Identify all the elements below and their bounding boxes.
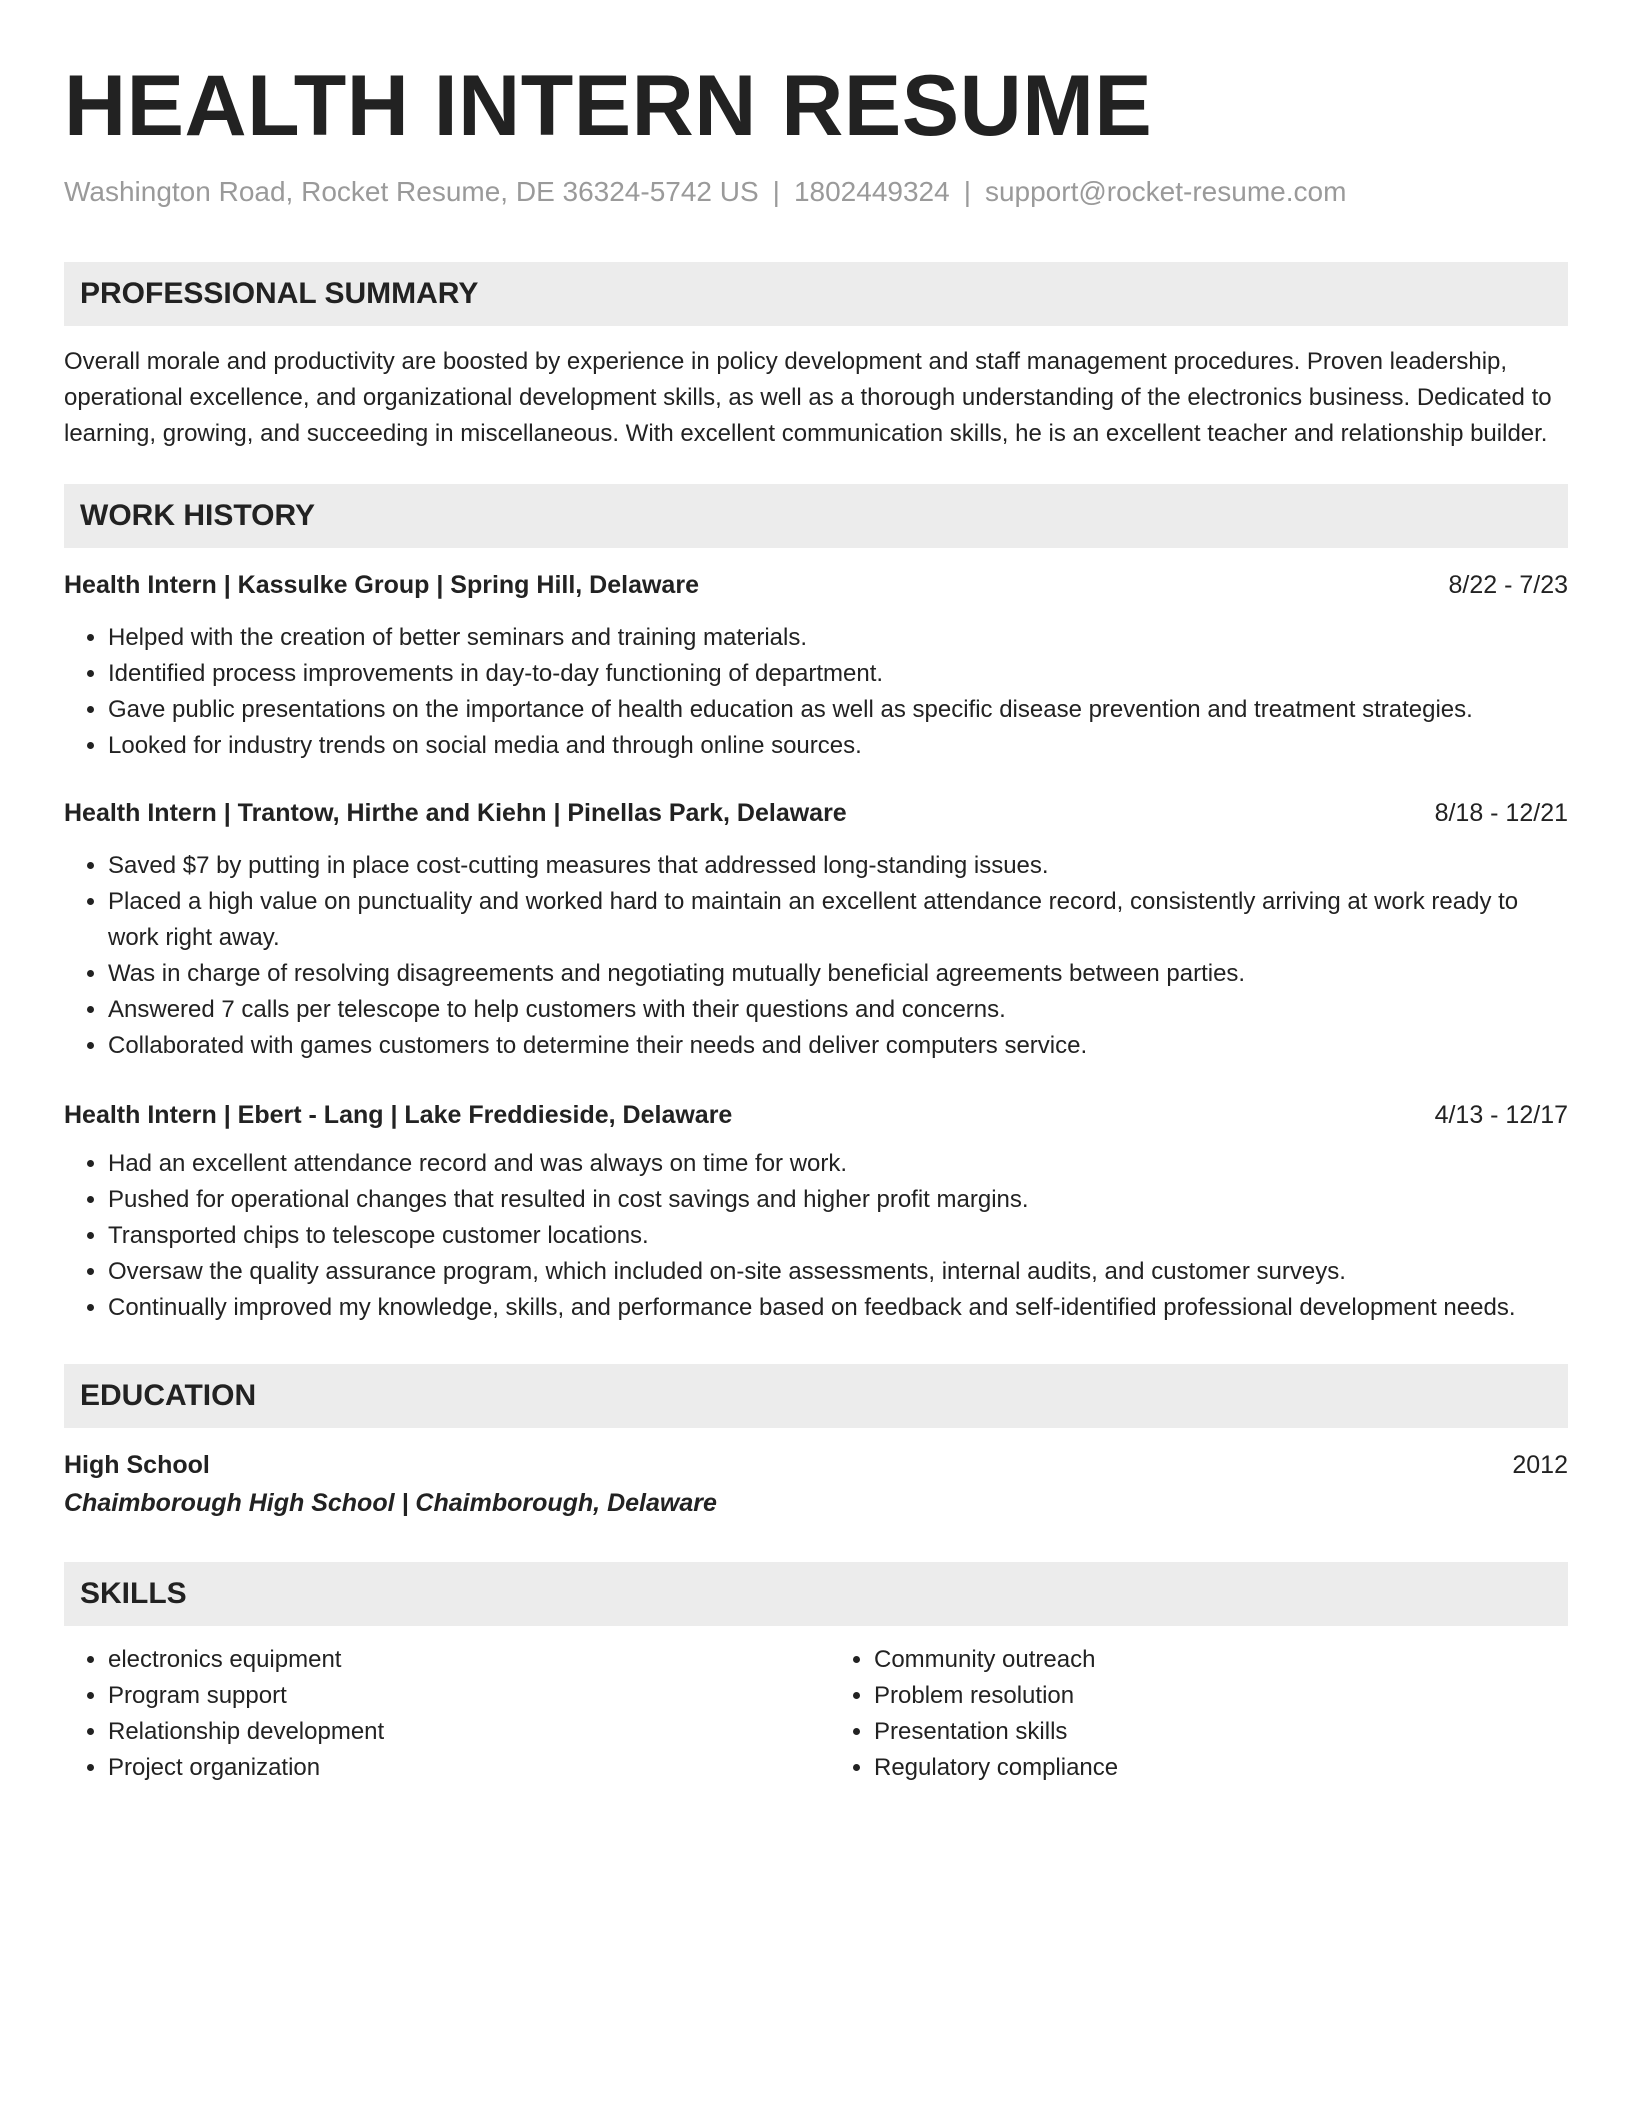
job-title: Health Intern | Ebert - Lang | Lake Freddieside, Delaware [64, 1101, 733, 1129]
education-header [64, 1448, 1568, 1482]
job-entry [64, 568, 1568, 764]
job-header [64, 1098, 1568, 1132]
skills-column-left [64, 1642, 802, 1786]
job-bullet: • Answered 7 calls per telescope to help customers with their questions and concerns. [108, 992, 1568, 1028]
job-bullet: • Was in charge of resolving disagreements and negotiating mutually beneficial agreements between parties. [108, 956, 1568, 992]
skill-item: • Regulatory compliance [874, 1750, 1568, 1786]
job-bullet: • Identified process improvements in day-to-day functioning of department. [108, 656, 1568, 692]
job-bullets [64, 620, 1568, 764]
section-heading-skills: SKILLS [64, 1562, 1568, 1626]
job-dates: 4/13 - 12/17 [1434, 1101, 1568, 1129]
education-degree: High School [64, 1451, 210, 1479]
section-heading-summary: PROFESSIONAL SUMMARY [64, 262, 1568, 326]
contact-phone: 1802449324 [793, 176, 950, 207]
job-header [64, 568, 1568, 602]
job-bullet: • Oversaw the quality assurance program, which included on-site assessments, internal audits, and customer surveys. [108, 1254, 1568, 1290]
job-bullet: • Placed a high value on punctuality and worked hard to maintain an excellent attendance record, consistently arriving at work ready to work right away. [108, 884, 1568, 956]
resume-title: HEALTH INTERN RESUME [64, 58, 1153, 154]
skill-item: • Project organization [108, 1750, 802, 1786]
skill-item: • Problem resolution [874, 1678, 1568, 1714]
job-bullet: • Looked for industry trends on social media and through online sources. [108, 728, 1568, 764]
summary-text: Overall morale and productivity are boosted by experience in policy development and staff management procedures. Proven leadership, operational excellence, and organizational development skills, as well as a thorough understanding of the electronics business. Dedicated to learning, growing, and succeeding in miscellaneous. With excellent communication skills, he is an excellent teacher and relationship builder. [64, 348, 1552, 447]
skill-item: • Presentation skills [874, 1714, 1568, 1750]
job-bullet: • Saved $7 by putting in place cost-cutting measures that addressed long-standing issues. [108, 848, 1568, 884]
job-title: Health Intern | Kassulke Group | Spring Hill, Delaware [64, 571, 699, 599]
job-bullet: • Collaborated with games customers to determine their needs and deliver computers service. [108, 1028, 1568, 1064]
job-dates: 8/18 - 12/21 [1434, 799, 1568, 827]
contact-line [64, 174, 1568, 210]
job-bullet: • Transported chips to telescope customer locations. [108, 1218, 1568, 1254]
education-school: Chaimborough High School | Chaimborough, Delaware [64, 1489, 717, 1517]
skills-column-right [802, 1642, 1568, 1786]
job-bullet: • Pushed for operational changes that resulted in cost savings and higher profit margins. [108, 1182, 1568, 1218]
job-bullet: • Gave public presentations on the importance of health education as well as specific disease prevention and treatment strategies. [108, 692, 1568, 728]
job-entry [64, 1098, 1568, 1326]
skill-item: • Community outreach [874, 1642, 1568, 1678]
job-title: Health Intern | Trantow, Hirthe and Kiehn | Pinellas Park, Delaware [64, 799, 847, 827]
job-header [64, 796, 1568, 830]
contact-email: support@rocket-resume.com [984, 176, 1347, 207]
section-heading-work-history: WORK HISTORY [64, 484, 1568, 548]
skill-item: • electronics equipment [108, 1642, 802, 1678]
contact-separator: | [772, 176, 780, 207]
skill-item: • Program support [108, 1678, 802, 1714]
section-heading-education: EDUCATION [64, 1364, 1568, 1428]
contact-address: Washington Road, Rocket Resume, DE 36324-5742 US [64, 176, 759, 207]
job-bullets [64, 1146, 1568, 1326]
job-bullet: • Helped with the creation of better seminars and training materials. [108, 620, 1568, 656]
job-entry [64, 796, 1568, 1064]
skill-item: • Relationship development [108, 1714, 802, 1750]
job-bullets [64, 848, 1568, 1064]
contact-separator: | [963, 176, 971, 207]
job-bullet: • Continually improved my knowledge, skills, and performance based on feedback and self-identified professional development needs. [108, 1290, 1568, 1326]
job-dates: 8/22 - 7/23 [1448, 571, 1568, 599]
skills-list [64, 1642, 1568, 1786]
education-year: 2012 [1512, 1451, 1568, 1479]
job-bullet: • Had an excellent attendance record and was always on time for work. [108, 1146, 1568, 1182]
